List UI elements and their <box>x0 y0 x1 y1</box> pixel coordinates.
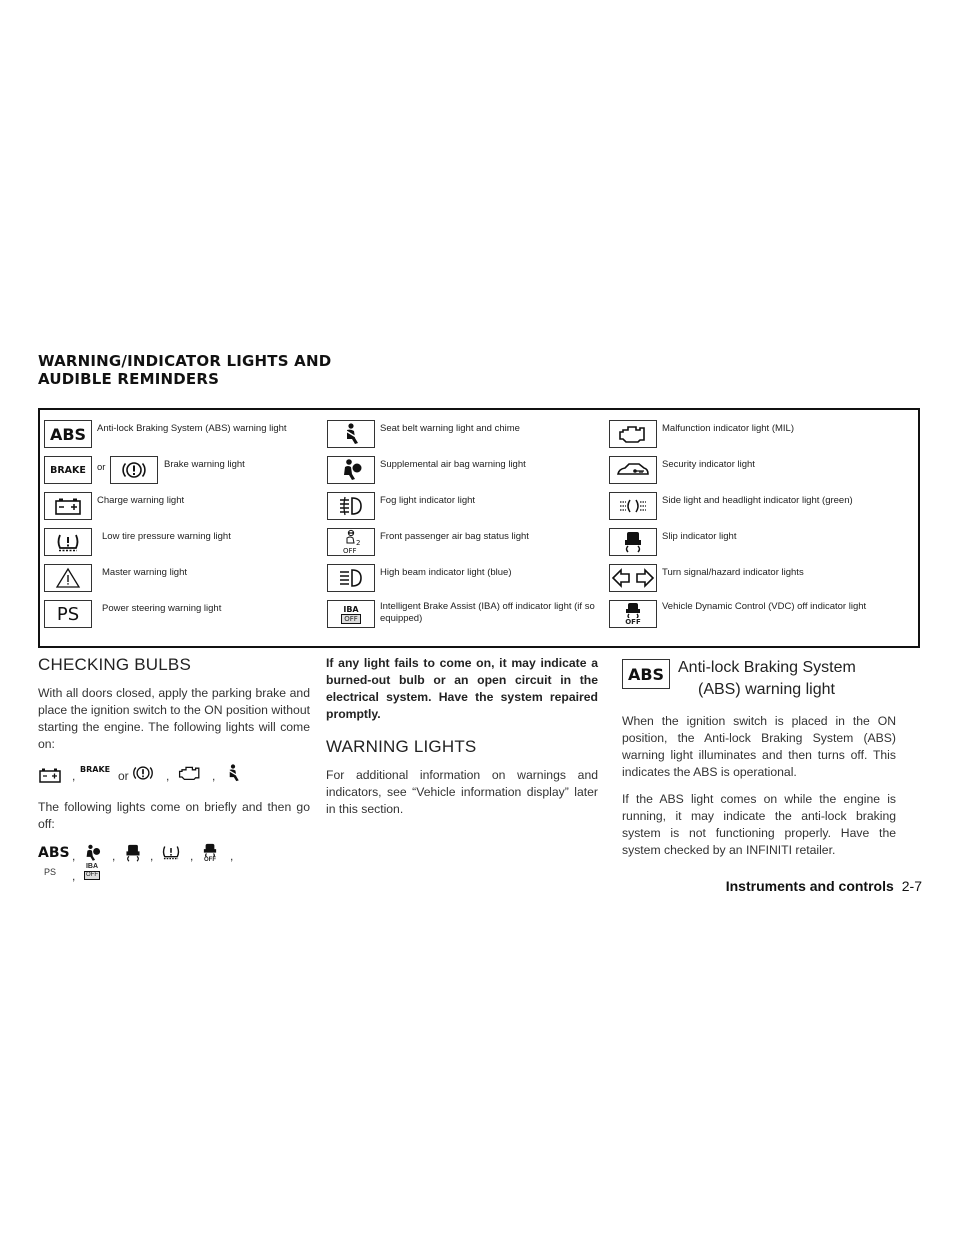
legend-label: Seat belt warning light and chime <box>380 423 520 434</box>
legend-column-3 <box>609 418 889 634</box>
legend-column-1 <box>44 418 324 634</box>
iba-off-icon: IBA OFF <box>85 863 99 878</box>
legend-label: Security indicator light <box>662 459 755 470</box>
brake-text-icon: BRAKE <box>80 765 111 774</box>
footer-section-title: Instruments and controls <box>725 878 894 894</box>
legend-label: Power steering warning light <box>102 603 222 614</box>
ps-icon: PS <box>44 600 92 628</box>
bulb-failure-note: If any light fails to come on, it may indicate a burned-out bulb or an open circuit in the electrical system. Have the system repaired promptly. <box>326 656 598 721</box>
svg-text:2: 2 <box>356 539 361 547</box>
legend-row-ps <box>44 598 324 634</box>
brake-circle-icon <box>132 763 154 783</box>
passenger-airbag-icon <box>327 528 375 556</box>
slip-icon <box>124 843 142 863</box>
warning-lights-paragraph: For additional information on warnings and indicators, see “Vehicle information display” later in this section. <box>326 768 598 816</box>
vdc-off-icon: OFF <box>202 843 218 863</box>
legend-row-mil <box>609 418 889 454</box>
engine-icon <box>178 765 202 781</box>
legend-row-charge <box>44 490 324 526</box>
legend-column-2 <box>327 418 607 634</box>
warning-lights-column <box>326 655 598 828</box>
legend-label: Anti-lock Braking System (ABS) warning light <box>97 423 287 434</box>
legend-row-fog <box>327 490 607 526</box>
legend-label: Charge warning light <box>97 495 185 506</box>
section-title <box>38 352 331 388</box>
or-text: or <box>97 462 106 473</box>
seat-belt-icon <box>327 420 375 448</box>
vdc-off-icon: OFF <box>609 600 657 628</box>
brake-text-icon: BRAKE <box>44 456 92 484</box>
legend-row-master <box>44 562 324 598</box>
legend-row-airbag <box>327 454 607 490</box>
brake-circle-icon <box>110 456 158 484</box>
legend-label: Turn signal/hazard indicator lights <box>662 567 804 578</box>
legend-row-vdc <box>609 598 889 634</box>
legend-label: Vehicle Dynamic Control (VDC) off indicator light <box>662 601 867 612</box>
engine-icon <box>609 420 657 448</box>
legend-row-tire <box>44 526 324 562</box>
slip-icon <box>609 528 657 556</box>
lights-briefly-icon-line: ABS , , , , OFF , PS , IBA OFF <box>38 845 234 883</box>
abs-paragraph-1: When the ignition switch is placed in the ON position, the Anti-lock Braking System (ABS) warning light illuminates and then turns off. This indicates the ABS is operational. <box>622 714 896 779</box>
battery-icon <box>38 767 62 783</box>
legend-label: Malfunction indicator light (MIL) <box>662 423 794 434</box>
legend-label: Brake warning light <box>164 459 245 470</box>
abs-warning-column <box>622 655 896 869</box>
section-title-line1: WARNING/INDICATOR LIGHTS AND <box>38 352 332 370</box>
legend-label: Front passenger air bag status light <box>380 531 529 542</box>
legend-label: Intelligent Brake Assist (IBA) off indicator light (if so equipped) <box>380 601 595 624</box>
legend-row-security <box>609 454 889 490</box>
turn-signal-icon <box>609 564 657 592</box>
battery-icon <box>44 492 92 520</box>
checking-bulbs-paragraph: With all doors closed, apply the parking brake and place the ignition switch to the ON position without starting the engine. The following lights will come on: <box>38 686 310 751</box>
fog-light-icon <box>327 492 375 520</box>
iba-off-icon: IBA OFF <box>327 600 375 628</box>
abs-icon: ABS <box>622 659 670 689</box>
legend-row-slip <box>609 526 889 562</box>
air-bag-icon <box>82 843 102 863</box>
tire-pressure-icon <box>44 528 92 556</box>
legend-label: Fog light indicator light <box>380 495 476 506</box>
air-bag-icon <box>327 456 375 484</box>
side-light-icon <box>609 492 657 520</box>
ps-icon: PS <box>44 867 57 877</box>
abs-heading: Anti-lock Braking System (ABS) warning light <box>678 659 856 698</box>
legend-label: Slip indicator light <box>662 531 737 542</box>
checking-bulbs-column <box>38 655 310 895</box>
warning-lights-heading: WARNING LIGHTS <box>326 737 477 756</box>
legend-row-passenger-airbag <box>327 526 607 562</box>
legend-label: Low tire pressure warning light <box>102 531 231 542</box>
svg-text:OFF: OFF <box>343 547 357 555</box>
legend-label: Side light and headlight indicator light (green) <box>662 495 853 506</box>
abs-heading-block <box>622 655 896 703</box>
legend-label: Supplemental air bag warning light <box>380 459 526 470</box>
security-car-icon <box>609 456 657 484</box>
abs-icon: ABS <box>44 420 92 448</box>
legend-row-abs <box>44 418 324 454</box>
legend-row-side-light <box>609 490 889 526</box>
indicator-legend <box>38 408 920 648</box>
page-number: 2-7 <box>901 878 922 894</box>
legend-row-brake <box>44 454 324 490</box>
abs-icon: ABS <box>38 845 70 861</box>
seat-belt-icon <box>224 763 242 783</box>
legend-label: Master warning light <box>102 567 188 578</box>
briefly-paragraph: The following lights come on briefly and then go off: <box>38 800 310 831</box>
high-beam-icon <box>327 564 375 592</box>
checking-bulbs-heading: CHECKING BULBS <box>38 655 192 674</box>
legend-label: High beam indicator light (blue) <box>380 567 512 578</box>
legend-row-seat-belt <box>327 418 607 454</box>
tire-pressure-icon <box>160 843 182 861</box>
section-title-line2: AUDIBLE REMINDERS <box>38 370 220 388</box>
legend-row-high-beam <box>327 562 607 598</box>
master-warning-icon <box>44 564 92 592</box>
legend-row-turn-signal <box>609 562 889 598</box>
page-footer <box>726 878 922 894</box>
abs-paragraph-2: If the ABS light comes on while the engine is running, it may indicate the anti-lock braking system is not functioning properly. Have the system checked by an INFINITI retailer. <box>622 792 896 857</box>
legend-row-iba <box>327 598 607 634</box>
lights-on-icon-line: , BRAKE or , , <box>38 763 310 791</box>
